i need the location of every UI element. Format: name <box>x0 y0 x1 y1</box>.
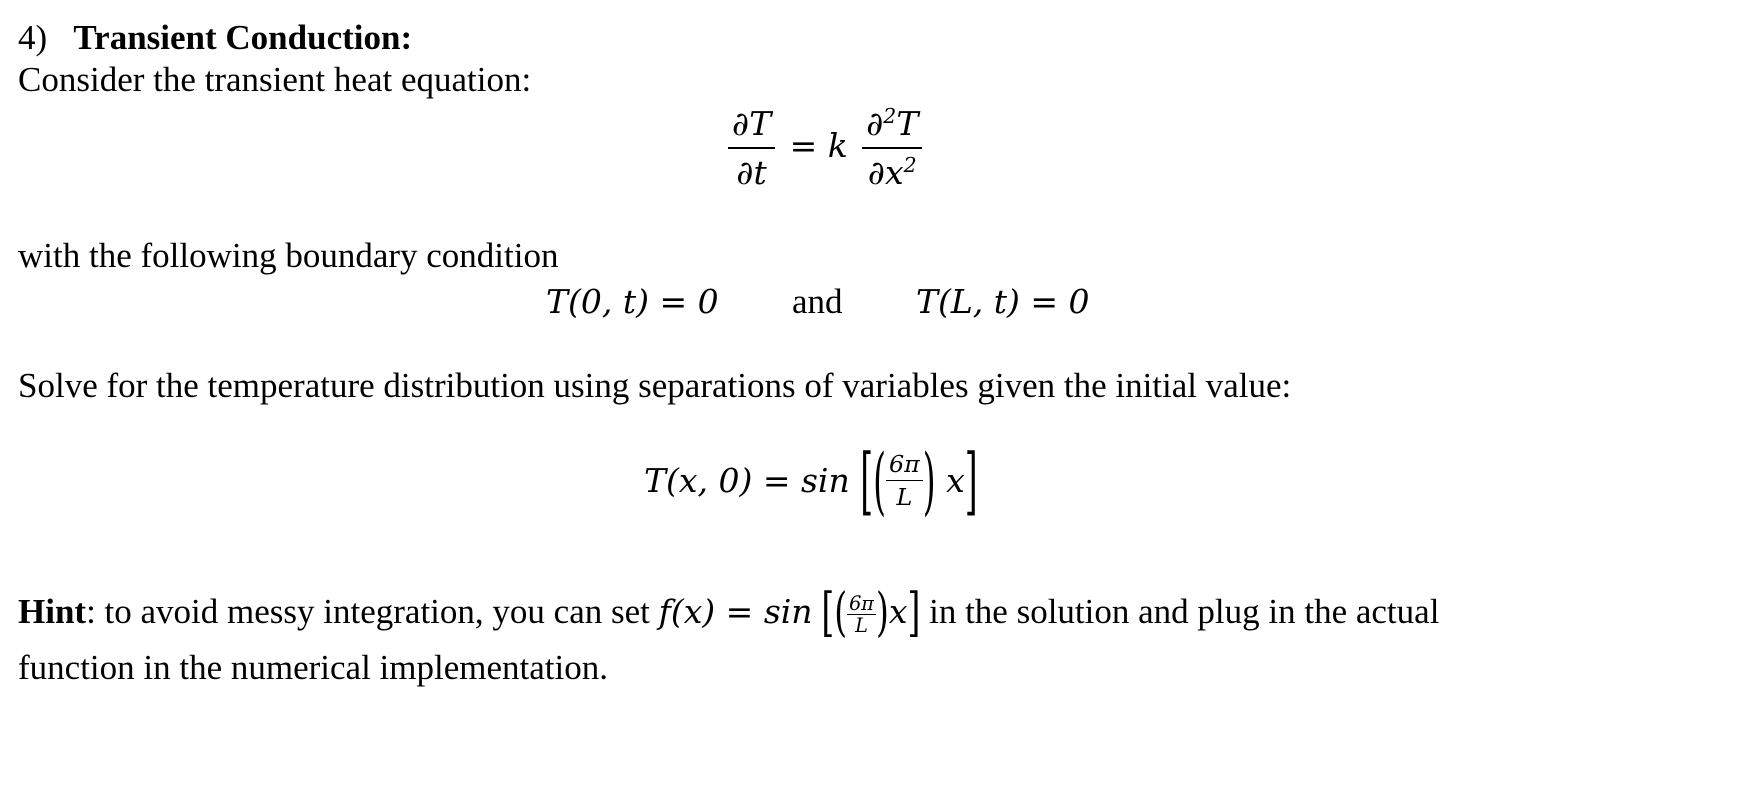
solve-text: Solve for the temperature distribution using separations of variables given the initial value: <box>18 366 1292 405</box>
dT-dt-fraction <box>728 104 775 192</box>
dT-numerator: ∂T <box>728 104 775 149</box>
problem-title: Transient Conduction: <box>73 18 413 57</box>
temperature-symbol: T <box>896 104 919 143</box>
hint-left-bracket: [ <box>821 580 835 643</box>
frac-denominator: L <box>896 483 913 511</box>
partial-symbol: ∂ <box>866 104 884 143</box>
hint-text-after: in the solution and plug in the actual <box>920 592 1440 631</box>
partial-x: ∂x <box>867 153 904 192</box>
frac-numerator: 6π <box>886 450 923 481</box>
hint-right-paren: ) <box>875 580 889 643</box>
hint-fraction <box>847 594 876 636</box>
six-pi-over-L-fraction <box>886 450 923 511</box>
hint-label: Hint <box>18 592 87 631</box>
right-paren: ) <box>922 437 936 524</box>
d2T-dx2-fraction <box>862 104 922 192</box>
left-bracket: [ <box>860 437 874 524</box>
bc-right: T(L, t) = 0 <box>916 282 1090 321</box>
exponent: 2 <box>903 153 917 177</box>
hint-text-before: : to avoid messy integration, you can set <box>86 592 659 631</box>
hint-right-bracket: ] <box>907 580 921 643</box>
initial-condition <box>644 437 978 524</box>
dt-denominator: ∂t <box>736 153 767 192</box>
heat-equation <box>728 104 922 192</box>
equals-k: = k <box>789 126 848 165</box>
problem-heading <box>18 20 412 55</box>
problem-number: 4) <box>18 18 48 57</box>
initial-var-x: x <box>946 461 965 500</box>
bc-left: T(0, t) = 0 <box>546 282 719 321</box>
right-bracket: ] <box>964 437 978 524</box>
bc-and: and <box>792 282 843 321</box>
intro-text: Consider the transient heat equation: <box>18 60 532 99</box>
hint-frac-numerator: 6π <box>849 592 874 616</box>
hint-function: f(x) = sin <box>658 592 813 631</box>
hint-line-1 <box>18 580 1440 643</box>
hint-frac-denominator: L <box>855 614 868 638</box>
exponent: 2 <box>883 104 897 128</box>
hint-var-x: x <box>888 592 908 631</box>
hint-line-2: function in the numerical implementation. <box>18 648 608 687</box>
dx2-denominator <box>864 149 921 192</box>
initial-lhs: T(x, 0) = sin <box>644 461 850 500</box>
d2T-numerator <box>862 104 922 149</box>
bc-intro-text: with the following boundary condition <box>18 236 559 275</box>
left-paren: ( <box>873 437 886 524</box>
hint-left-paren: ( <box>834 580 848 643</box>
